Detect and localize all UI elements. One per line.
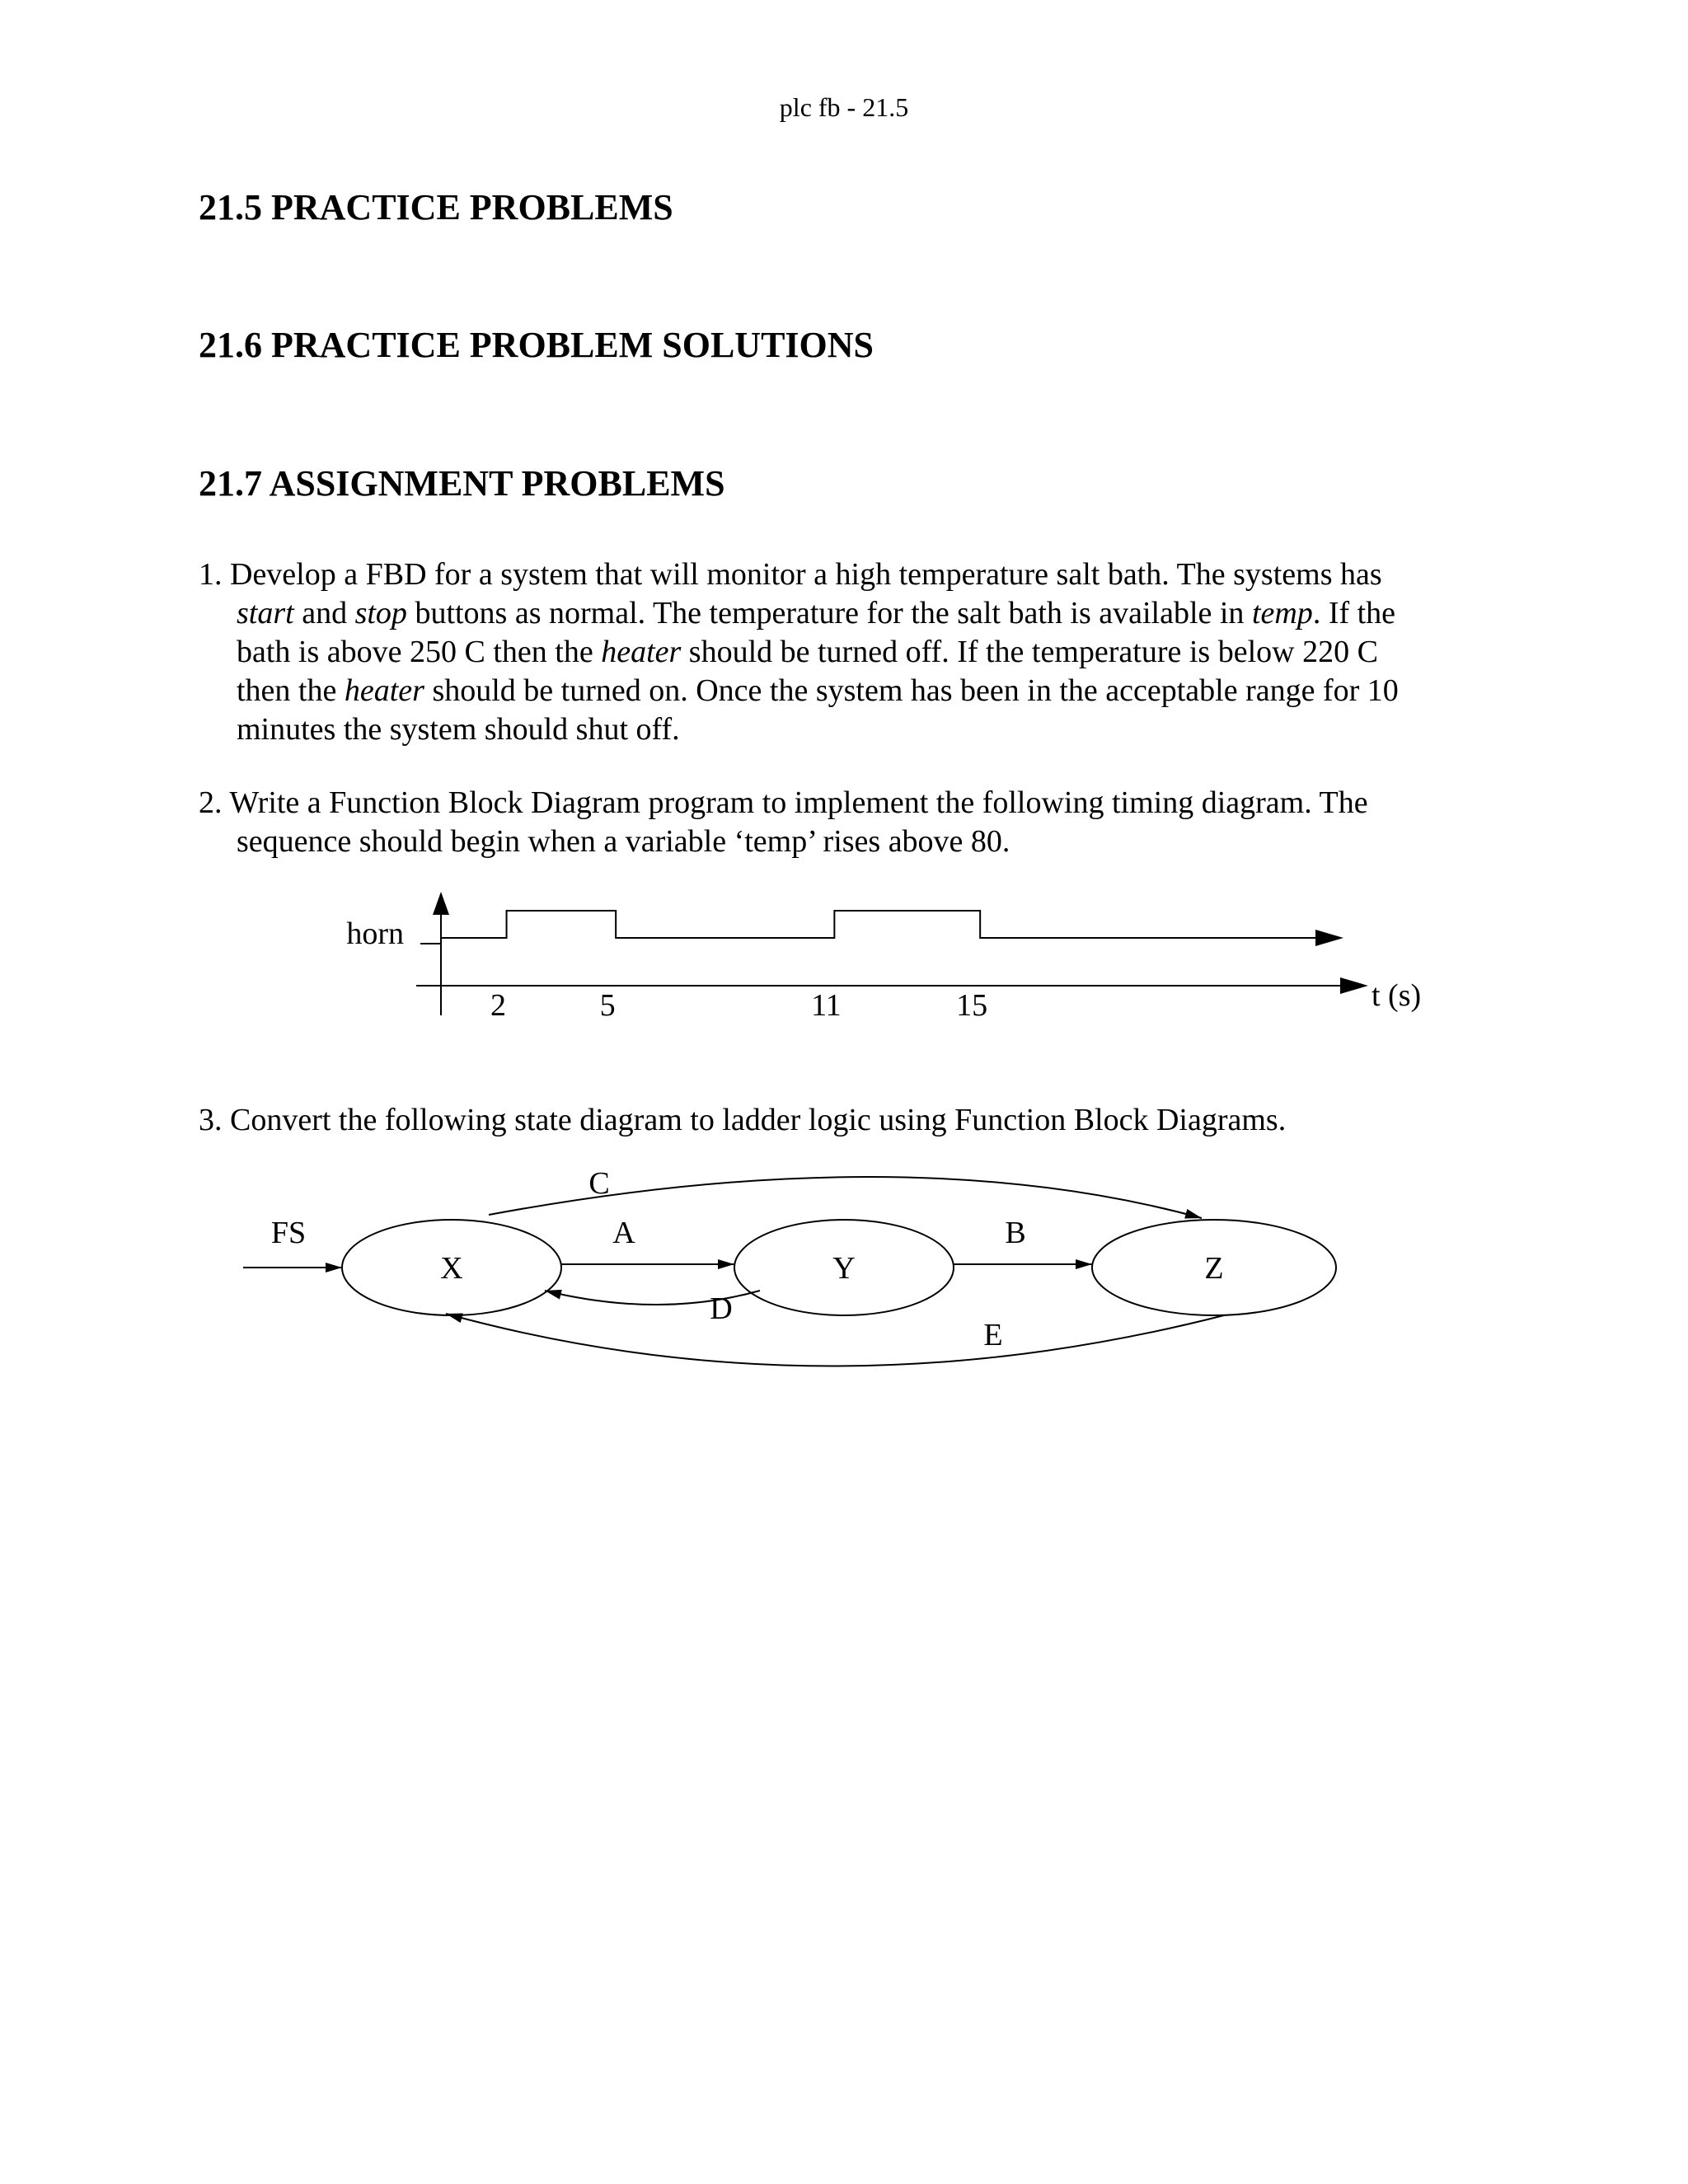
- section-heading-assignment-problems: 21.7 ASSIGNMENT PROBLEMS: [199, 463, 725, 504]
- text: then the: [237, 673, 345, 708]
- state-z-label: Z: [1204, 1251, 1224, 1286]
- transition-e: [446, 1314, 1224, 1366]
- term-heater: heater: [344, 673, 424, 708]
- term-stop: stop: [354, 596, 407, 630]
- transition-a-label: A: [612, 1216, 635, 1250]
- timing-axis-label: t (s): [1372, 978, 1422, 1013]
- problem-2-line-1: 2. Write a Function Block Diagram program to implement the following timing diagram. The: [199, 785, 1368, 820]
- text: . If the: [1312, 596, 1396, 630]
- text: should be turned on. Once the system has been in the acceptable range for 10: [424, 673, 1399, 708]
- timing-tick-label: 5: [599, 988, 616, 1023]
- text: should be turned off. If the temperature is below 220 C: [681, 635, 1378, 669]
- text: buttons as normal. The temperature for the salt bath is available in: [406, 596, 1252, 630]
- timing-signal-label: horn: [346, 916, 404, 951]
- section-heading-practice-solutions: 21.6 PRACTICE PROBLEM SOLUTIONS: [199, 325, 874, 365]
- problem-1-line-5: minutes the system should shut off.: [237, 712, 680, 747]
- initial-label: FS: [270, 1216, 307, 1250]
- problem-2-line-2: sequence should begin when a variable ‘temp’ rises above 80.: [237, 824, 1010, 859]
- problem-1-line-1: 1. Develop a FBD for a system that will monitor a high temperature salt bath. The systems has: [199, 557, 1382, 592]
- section-heading-practice-problems: 21.5 PRACTICE PROBLEMS: [199, 187, 673, 227]
- term-heater: heater: [601, 635, 682, 669]
- state-x-label: X: [440, 1251, 463, 1286]
- state-y-label: Y: [832, 1251, 856, 1286]
- term-start: start: [237, 596, 294, 630]
- transition-d-label: D: [710, 1291, 733, 1326]
- problem-3-line-1: 3. Convert the following state diagram to ladder logic using Function Block Diagrams.: [199, 1103, 1287, 1137]
- page-header: plc fb - 21.5: [779, 92, 909, 122]
- text: and: [293, 596, 355, 630]
- transition-e-label: E: [983, 1318, 1003, 1352]
- text: bath is above 250 C then the: [237, 635, 602, 669]
- timing-tick-label: 15: [956, 988, 988, 1023]
- timing-tick-label: 2: [490, 988, 507, 1023]
- timing-tick-label: 11: [811, 988, 842, 1023]
- term-temp: temp: [1251, 596, 1313, 630]
- transition-b-label: B: [1005, 1216, 1026, 1250]
- transition-c-label: C: [588, 1166, 610, 1201]
